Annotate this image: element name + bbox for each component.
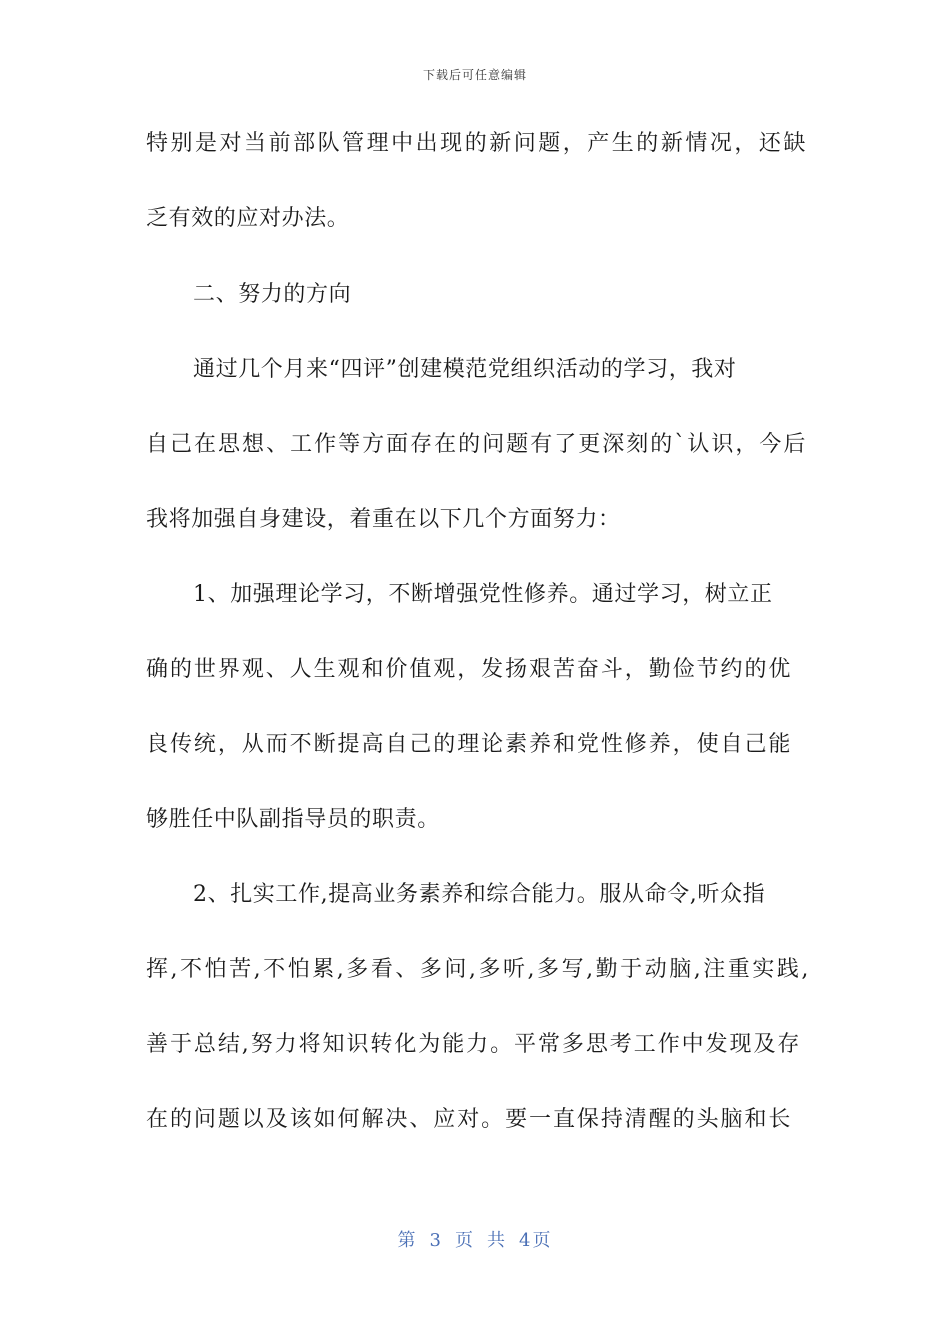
body-line: 我将加强自身建设，着重在以下几个方面努力： [146,507,621,532]
body-line: 在的问题以及该如何解决、应对。要一直保持清醒的头脑和长 [146,1107,791,1132]
body-line: 挥,不怕苦,不怕累,多看、多问,多听,多写,勤于动脑,注重实践, [146,957,809,982]
body-line: 善于总结,努力将知识转化为能力。平常多思考工作中发现及存 [146,1032,800,1057]
body-line: 特别是对当前部队管理中出现的新问题，产生的新情况，还缺 [146,131,806,156]
footer-total-pages: 4页 [519,1230,553,1251]
footer-page-label: 第 [397,1230,418,1251]
body-line: 自己在思想、工作等方面存在的问题有了更深刻的`认识，今后 [146,432,806,457]
footer-unit-label: 页 [455,1230,475,1251]
footer-total-label: 共 [487,1230,507,1251]
list-item-heading: 2、扎实工作,提高业务素养和综合能力。服从命令,听众指 [193,882,766,907]
list-item-heading: 1、加强理论学习，不断增强党性修养。通过学习，树立正 [193,582,773,607]
body-line: 通过几个月来“四评”创建模范党组织活动的学习，我对 [193,357,737,382]
body-line: 乏有效的应对办法。 [146,206,350,231]
page-header: 下载后可任意编辑 [422,68,527,82]
footer-current-page: 3 [429,1230,443,1251]
body-line: 良传统，从而不断提高自己的理论素养和党性修养，使自己能 [146,732,791,757]
body-line: 够胜任中队副指导员的职责。 [146,807,440,832]
section-heading: 二、努力的方向 [193,282,352,307]
body-line: 确的世界观、人生观和价值观，发扬艰苦奋斗，勤俭节约的优 [146,657,791,682]
page-footer [0,1226,950,1252]
